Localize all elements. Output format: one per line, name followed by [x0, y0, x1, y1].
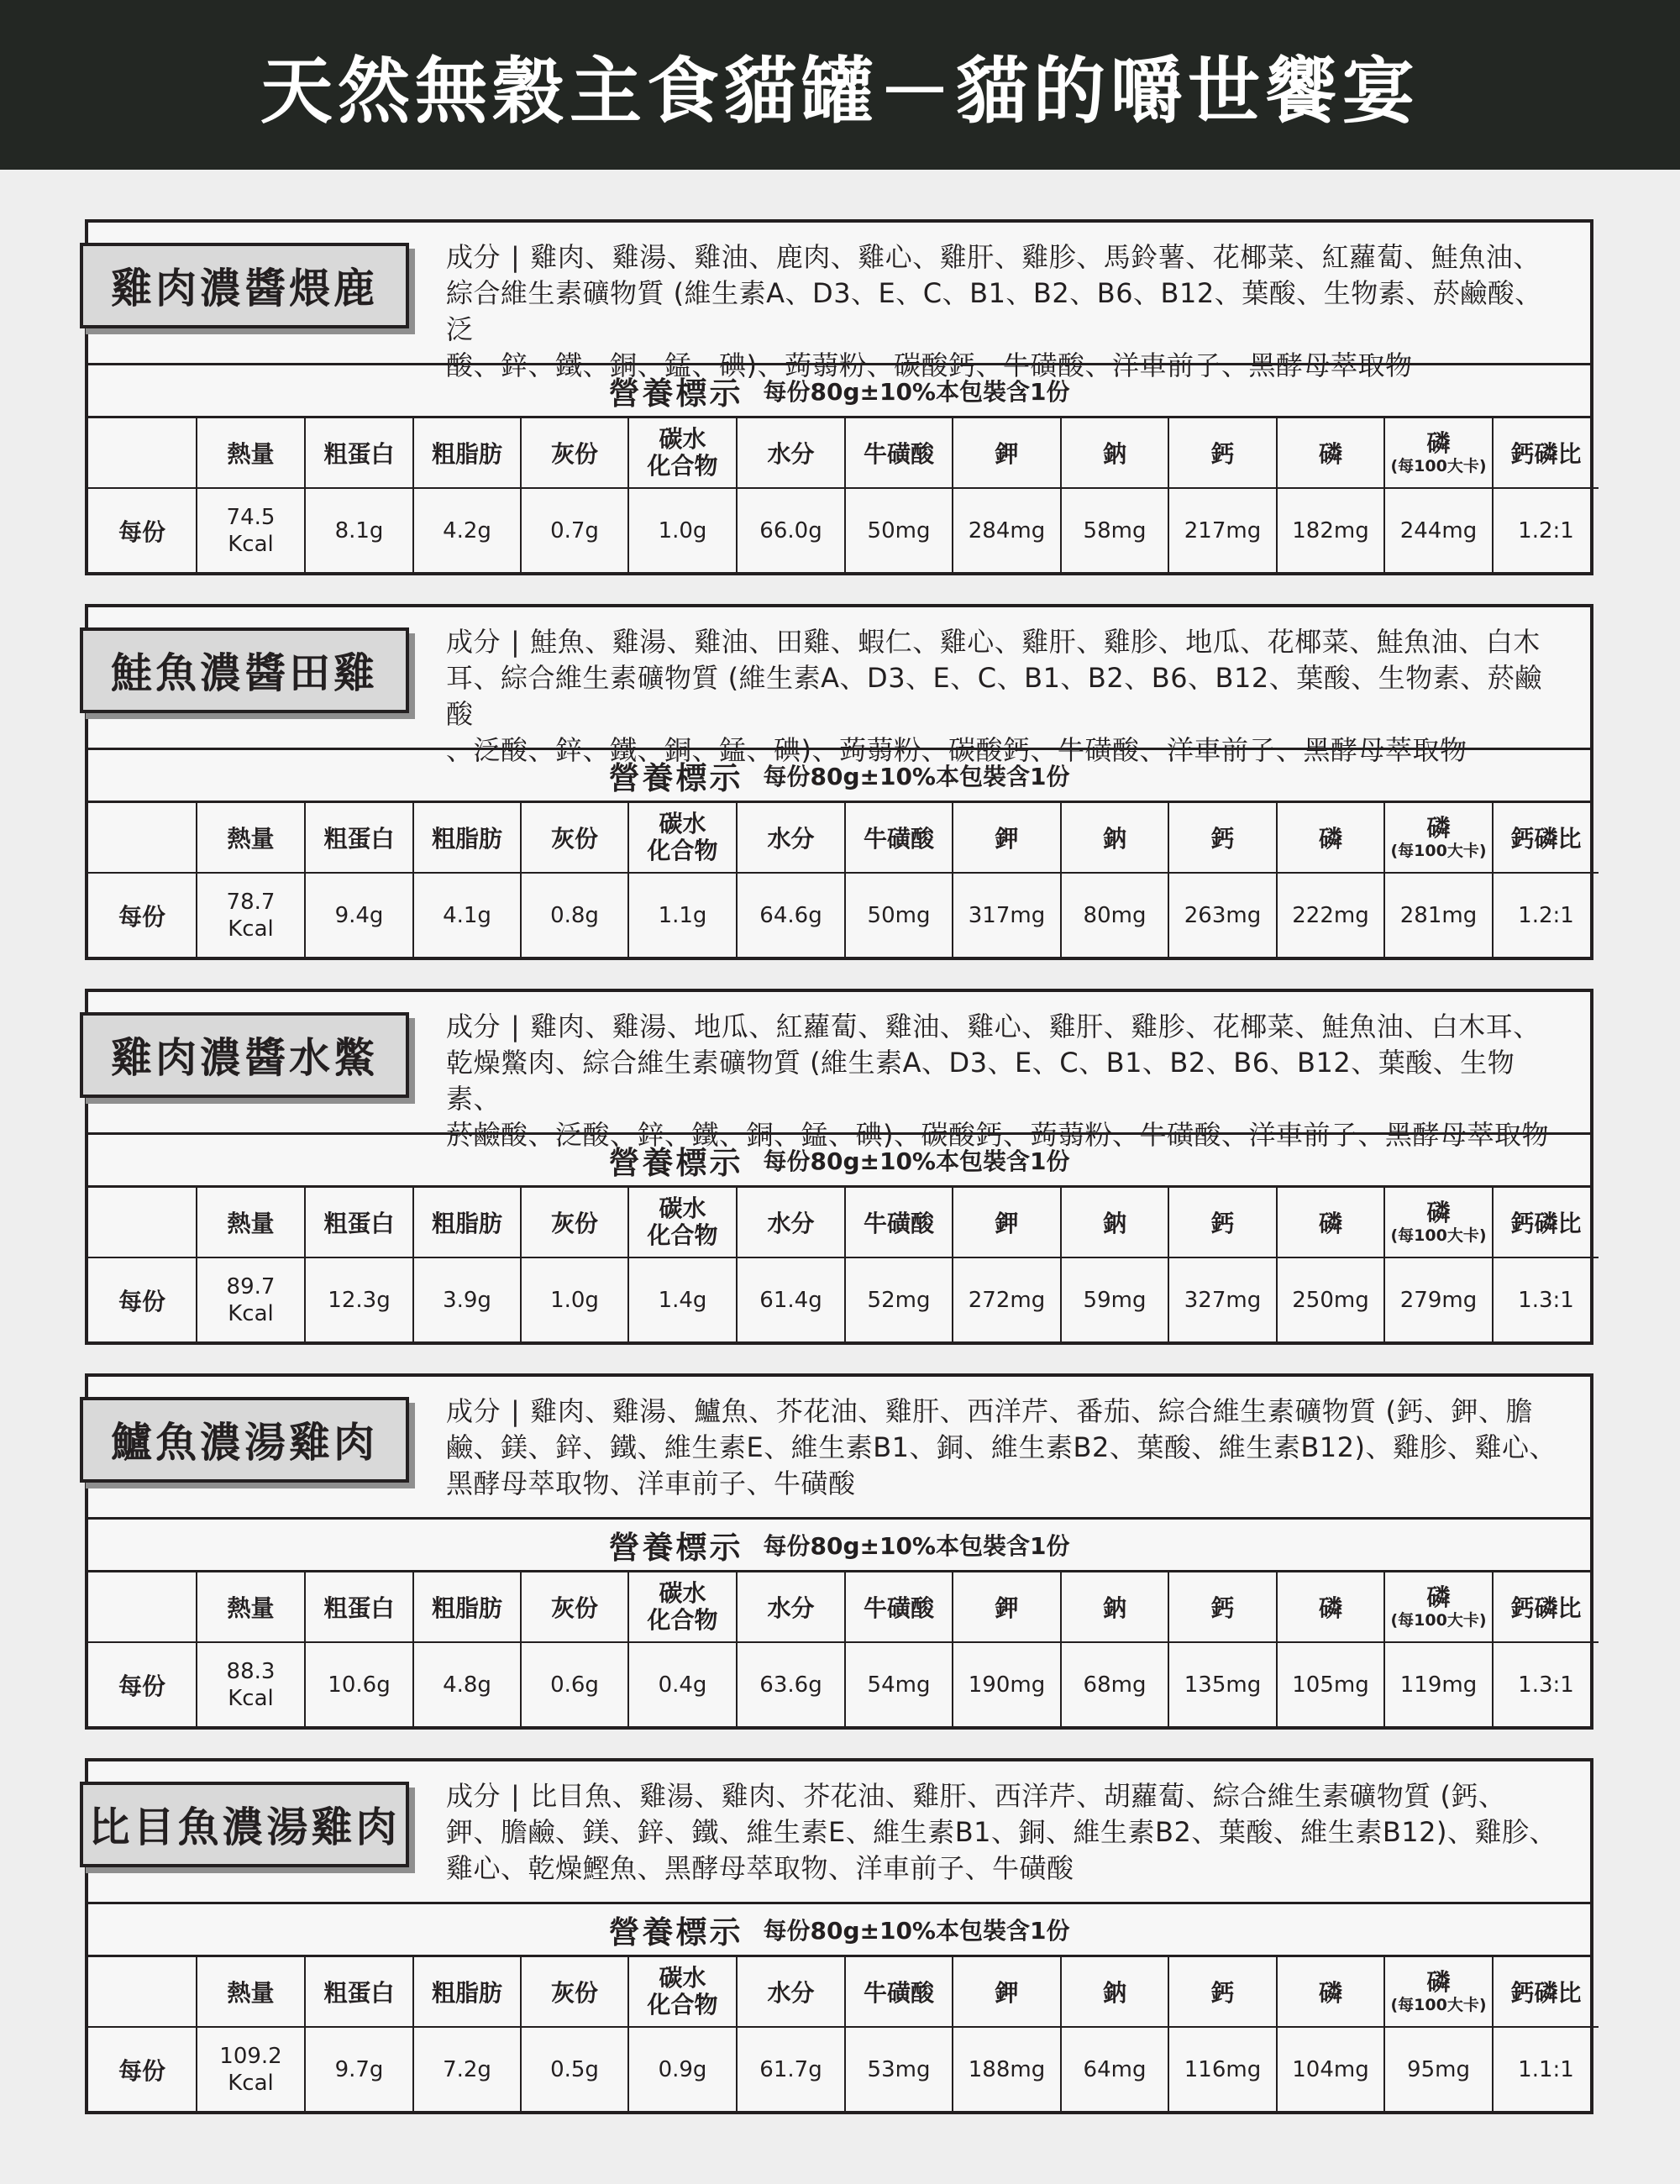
ingredients-line-3: 雞心、乾燥鰹魚、黑酵母萃取物、洋車前子、牛磺酸: [446, 1852, 1074, 1884]
value-taurine: 52mg: [845, 1257, 953, 1341]
value-protein: 9.7g: [305, 2027, 413, 2111]
table-header-row: [88, 803, 1599, 873]
header-protein: 粗蛋白: [305, 1957, 413, 2027]
title-banner: [0, 0, 1680, 170]
header-phosphorus: 磷: [1277, 1957, 1384, 2027]
ingredients-separator: |: [511, 1780, 521, 1812]
nutrition-header: [88, 1902, 1590, 1957]
header-moisture: 水分: [737, 1188, 845, 1257]
header-ash: 灰份: [521, 1188, 628, 1257]
header-phosphorus-per-100kcal: [1384, 803, 1493, 873]
value-taurine: 50mg: [845, 488, 953, 572]
value-fat: 3.9g: [413, 1257, 521, 1341]
header-calories: 熱量: [197, 418, 305, 488]
nutrition-note: 每份80g±10%本包裝含1份: [763, 1147, 1070, 1175]
ingredients-prefix: 成分: [446, 1395, 501, 1427]
header-calcium: 鈣: [1168, 803, 1277, 873]
value-moisture: 61.7g: [737, 2027, 845, 2111]
value-sodium: 80mg: [1061, 873, 1168, 957]
ingredients-line-2: 耳、綜合維生素礦物質 (維生素A、D3、E、C、B1、B2、B6、B12、葉酸、生物素、菸鹼酸: [446, 662, 1542, 730]
header-potassium: 鉀: [953, 1572, 1061, 1642]
header-carb-line-2: 化合物: [647, 1221, 718, 1249]
header-phosphorus: 磷: [1277, 803, 1384, 873]
value-phosphorus: 222mg: [1277, 873, 1384, 957]
header-ca-p-ratio: 鈣磷比: [1493, 1572, 1599, 1642]
row-label: 每份: [88, 2027, 197, 2111]
header-phosphorus-per-100kcal: [1384, 1188, 1493, 1257]
nutrition-table: [88, 1572, 1599, 1726]
header-ash: 灰份: [521, 1957, 628, 2027]
value-protein: 12.3g: [305, 1257, 413, 1341]
value-calories: [197, 873, 305, 957]
header-cell-empty: [88, 418, 197, 488]
value-moisture: 63.6g: [737, 1642, 845, 1726]
value-carbohydrate: 1.1g: [628, 873, 737, 957]
page-title: 天然無穀主食貓罐－貓的嚼世饗宴: [260, 50, 1420, 134]
value-calories-unit: Kcal: [228, 531, 274, 557]
nutrition-table: [88, 418, 1599, 572]
header-moisture: 水分: [737, 803, 845, 873]
value-protein: 8.1g: [305, 488, 413, 572]
table-header-row: [88, 418, 1599, 488]
value-sodium: 58mg: [1061, 488, 1168, 572]
header-cell-empty: [88, 803, 197, 873]
header-phos100-line-2: (每100大卡): [1390, 842, 1487, 860]
value-calcium: 263mg: [1168, 873, 1277, 957]
value-calcium: 217mg: [1168, 488, 1277, 572]
nutrition-note: 每份80g±10%本包裝含1份: [763, 1532, 1070, 1560]
row-label: 每份: [88, 1257, 197, 1341]
header-taurine: 牛磺酸: [845, 1188, 953, 1257]
header-carb-line-2: 化合物: [647, 1606, 718, 1634]
value-potassium: 190mg: [953, 1642, 1061, 1726]
value-protein: 9.4g: [305, 873, 413, 957]
header-ca-p-ratio: 鈣磷比: [1493, 1188, 1599, 1257]
header-sodium: 鈉: [1061, 803, 1168, 873]
nutrition-note: 每份80g±10%本包裝含1份: [763, 763, 1070, 790]
ingredients-line-1: [446, 1009, 1563, 1045]
header-moisture: 水分: [737, 1572, 845, 1642]
value-ash: 0.5g: [521, 2027, 628, 2111]
header-ca-p-ratio: 鈣磷比: [1493, 418, 1599, 488]
header-potassium: 鉀: [953, 1188, 1061, 1257]
value-ash: 0.6g: [521, 1642, 628, 1726]
value-taurine: 54mg: [845, 1642, 953, 1726]
header-phos100-line-1: 磷: [1426, 814, 1451, 842]
header-phosphorus: 磷: [1277, 418, 1384, 488]
nutrition-header: [88, 1517, 1590, 1572]
ingredients-line-3: 、泛酸、鋅、鐵、銅、錳、碘)、蒟蒻粉、碳酸鈣、牛磺酸、洋車前子、黑酵母萃取物: [446, 734, 1467, 766]
value-fat: 7.2g: [413, 2027, 521, 2111]
value-moisture: 61.4g: [737, 1257, 845, 1341]
value-fat: 4.1g: [413, 873, 521, 957]
header-protein: 粗蛋白: [305, 1188, 413, 1257]
nutrition-note: 每份80g±10%本包裝含1份: [763, 378, 1070, 406]
header-calories: 熱量: [197, 803, 305, 873]
ingredients-line-1: [446, 239, 1563, 276]
nutrition-title: 營養標示: [608, 760, 743, 796]
header-carb-line-1: 碳水: [659, 810, 706, 837]
value-carbohydrate: 0.4g: [628, 1642, 737, 1726]
nutrition-header: [88, 748, 1590, 803]
header-carb-line-1: 碳水: [659, 425, 706, 453]
value-calories-number: 88.3: [226, 1658, 276, 1684]
ingredients-text: [446, 1778, 1563, 1887]
ingredients-line-2: 乾燥鱉肉、綜合維生素礦物質 (維生素A、D3、E、C、B1、B2、B6、B12、葉酸、生物素、: [446, 1047, 1515, 1115]
nutrition-table: [88, 1957, 1599, 2111]
header-ash: 灰份: [521, 1572, 628, 1642]
ingredients-line-text: 雞肉、雞湯、鱸魚、芥花油、雞肝、西洋芹、番茄、綜合維生素礦物質 (鈣、鉀、膽: [530, 1395, 1533, 1427]
header-sodium: 鈉: [1061, 1957, 1168, 2027]
ingredients-text: [446, 1394, 1563, 1502]
header-protein: 粗蛋白: [305, 418, 413, 488]
value-phosphorus-per-100kcal: 95mg: [1384, 2027, 1493, 2111]
table-value-row: [88, 488, 1599, 572]
header-calcium: 鈣: [1168, 1188, 1277, 1257]
header-calcium: 鈣: [1168, 1957, 1277, 2027]
value-fat: 4.8g: [413, 1642, 521, 1726]
nutrition-table: [88, 803, 1599, 957]
header-phosphorus-per-100kcal: [1384, 1572, 1493, 1642]
nutrition-title: 營養標示: [608, 375, 743, 412]
value-calcium: 327mg: [1168, 1257, 1277, 1341]
ingredients-line-text: 雞肉、雞湯、雞油、鹿肉、雞心、雞肝、雞胗、馬鈴薯、花椰菜、紅蘿蔔、鮭魚油、: [530, 241, 1541, 273]
header-carb-line-2: 化合物: [647, 1991, 718, 2019]
ingredients-line-text: 雞肉、雞湯、地瓜、紅蘿蔔、雞油、雞心、雞肝、雞胗、花椰菜、鮭魚油、白木耳、: [530, 1011, 1541, 1042]
table-value-row: [88, 1642, 1599, 1726]
header-ca-p-ratio: 鈣磷比: [1493, 803, 1599, 873]
header-potassium: 鉀: [953, 1957, 1061, 2027]
header-carbohydrate: [628, 1957, 737, 2027]
header-potassium: 鉀: [953, 418, 1061, 488]
header-carbohydrate: [628, 1188, 737, 1257]
header-phosphorus-per-100kcal: [1384, 418, 1493, 488]
value-fat: 4.2g: [413, 488, 521, 572]
header-cell-empty: [88, 1572, 197, 1642]
ingredients-line-1: [446, 1778, 1563, 1814]
table-value-row: [88, 873, 1599, 957]
nutrition-header: [88, 363, 1590, 418]
value-calories: [197, 1642, 305, 1726]
row-label: 每份: [88, 488, 197, 572]
header-fat: 粗脂肪: [413, 1572, 521, 1642]
ingredients-prefix: 成分: [446, 626, 501, 658]
ingredients-line-3: 酸、鋅、鐵、銅、錳、碘)、蒟蒻粉、碳酸鈣、牛磺酸、洋車前子、黑酵母萃取物: [446, 349, 1413, 381]
header-taurine: 牛磺酸: [845, 803, 953, 873]
ingredients-line-3: 黑酵母萃取物、洋車前子、牛磺酸: [446, 1467, 856, 1499]
value-potassium: 317mg: [953, 873, 1061, 957]
product-name: 雞肉濃醬水鱉: [80, 1012, 409, 1098]
value-taurine: 53mg: [845, 2027, 953, 2111]
header-fat: 粗脂肪: [413, 1957, 521, 2027]
product-card: [85, 1373, 1593, 1730]
value-phosphorus-per-100kcal: 119mg: [1384, 1642, 1493, 1726]
table-header-row: [88, 1188, 1599, 1257]
ingredients-line-1: [446, 1394, 1563, 1430]
header-phos100-line-1: 磷: [1426, 1583, 1451, 1611]
product-name: 雞肉濃醬煨鹿: [80, 243, 409, 328]
product-card: [85, 604, 1593, 960]
value-calories-unit: Kcal: [228, 916, 274, 942]
value-taurine: 50mg: [845, 873, 953, 957]
value-potassium: 188mg: [953, 2027, 1061, 2111]
value-calories-unit: Kcal: [228, 1685, 274, 1711]
header-phos100-line-1: 磷: [1426, 1199, 1451, 1226]
ingredients-line-1: [446, 624, 1563, 660]
product-card: [85, 1758, 1593, 2114]
value-ca-p-ratio: 1.2:1: [1493, 488, 1599, 572]
value-carbohydrate: 1.4g: [628, 1257, 737, 1341]
value-carbohydrate: 1.0g: [628, 488, 737, 572]
header-taurine: 牛磺酸: [845, 418, 953, 488]
table-value-row: [88, 2027, 1599, 2111]
header-carbohydrate: [628, 803, 737, 873]
value-phosphorus: 250mg: [1277, 1257, 1384, 1341]
header-fat: 粗脂肪: [413, 418, 521, 488]
header-carbohydrate: [628, 1572, 737, 1642]
product-card: [85, 989, 1593, 1345]
value-potassium: 272mg: [953, 1257, 1061, 1341]
value-protein: 10.6g: [305, 1642, 413, 1726]
header-carb-line-1: 碳水: [659, 1194, 706, 1222]
value-phosphorus: 104mg: [1277, 2027, 1384, 2111]
nutrition-note: 每份80g±10%本包裝含1份: [763, 1917, 1070, 1945]
table-value-row: [88, 1257, 1599, 1341]
value-phosphorus: 182mg: [1277, 488, 1384, 572]
value-calories: [197, 1257, 305, 1341]
header-ash: 灰份: [521, 418, 628, 488]
header-ash: 灰份: [521, 803, 628, 873]
header-phos100-line-2: (每100大卡): [1390, 1226, 1487, 1245]
value-calcium: 116mg: [1168, 2027, 1277, 2111]
ingredients-line-2: 鹼、鎂、鋅、鐵、維生素E、維生素B1、銅、維生素B2、葉酸、維生素B12)、雞胗、雞心、: [446, 1431, 1557, 1463]
nutrition-title: 營養標示: [608, 1145, 743, 1181]
header-moisture: 水分: [737, 418, 845, 488]
header-calories: 熱量: [197, 1957, 305, 2027]
header-cell-empty: [88, 1188, 197, 1257]
header-sodium: 鈉: [1061, 1188, 1168, 1257]
header-phos100-line-1: 磷: [1426, 429, 1451, 457]
nutrition-title: 營養標示: [608, 1914, 743, 1950]
table-header-row: [88, 1572, 1599, 1642]
ingredients-separator: |: [511, 241, 521, 273]
value-sodium: 64mg: [1061, 2027, 1168, 2111]
header-fat: 粗脂肪: [413, 803, 521, 873]
value-phosphorus: 105mg: [1277, 1642, 1384, 1726]
ingredients-separator: |: [511, 626, 521, 658]
value-phosphorus-per-100kcal: 281mg: [1384, 873, 1493, 957]
ingredients-line-text: 鮭魚、雞湯、雞油、田雞、蝦仁、雞心、雞肝、雞胗、地瓜、花椰菜、鮭魚油、白木: [530, 626, 1541, 658]
value-ca-p-ratio: 1.2:1: [1493, 873, 1599, 957]
nutrition-table: [88, 1188, 1599, 1341]
product-name: 比目魚濃湯雞肉: [80, 1782, 409, 1867]
value-ca-p-ratio: 1.3:1: [1493, 1257, 1599, 1341]
value-calcium: 135mg: [1168, 1642, 1277, 1726]
value-carbohydrate: 0.9g: [628, 2027, 737, 2111]
value-ash: 0.8g: [521, 873, 628, 957]
nutrition-title: 營養標示: [608, 1530, 743, 1566]
value-phosphorus-per-100kcal: 279mg: [1384, 1257, 1493, 1341]
header-carbohydrate: [628, 418, 737, 488]
header-cell-empty: [88, 1957, 197, 2027]
header-protein: 粗蛋白: [305, 803, 413, 873]
header-fat: 粗脂肪: [413, 1188, 521, 1257]
row-label: 每份: [88, 1642, 197, 1726]
header-phosphorus: 磷: [1277, 1188, 1384, 1257]
header-phos100-line-1: 磷: [1426, 1968, 1451, 1996]
header-calories: 熱量: [197, 1572, 305, 1642]
ingredients-line-2: 鉀、膽鹼、鎂、鋅、鐵、維生素E、維生素B1、銅、維生素B2、葉酸、維生素B12)、雞胗、: [446, 1816, 1557, 1848]
header-sodium: 鈉: [1061, 1572, 1168, 1642]
value-ash: 0.7g: [521, 488, 628, 572]
ingredients-separator: |: [511, 1011, 521, 1042]
ingredients-line-3: 菸鹼酸、泛酸、鋅、鐵、銅、錳、碘)、碳酸鈣、蒟蒻粉、牛磺酸、洋車前子、黑酵母萃取物: [446, 1119, 1549, 1151]
ingredients-prefix: 成分: [446, 241, 501, 273]
header-phos100-line-2: (每100大卡): [1390, 457, 1487, 475]
value-potassium: 284mg: [953, 488, 1061, 572]
product-name: 鮭魚濃醬田雞: [80, 627, 409, 713]
header-phosphorus-per-100kcal: [1384, 1957, 1493, 2027]
ingredients-prefix: 成分: [446, 1011, 501, 1042]
header-calcium: 鈣: [1168, 418, 1277, 488]
ingredients-separator: |: [511, 1395, 521, 1427]
header-phos100-line-2: (每100大卡): [1390, 1996, 1487, 2014]
value-calories: [197, 488, 305, 572]
header-protein: 粗蛋白: [305, 1572, 413, 1642]
value-calories: [197, 2027, 305, 2111]
header-sodium: 鈉: [1061, 418, 1168, 488]
value-sodium: 68mg: [1061, 1642, 1168, 1726]
header-moisture: 水分: [737, 1957, 845, 2027]
header-calories: 熱量: [197, 1188, 305, 1257]
value-moisture: 66.0g: [737, 488, 845, 572]
value-calories-number: 89.7: [226, 1273, 276, 1299]
value-phosphorus-per-100kcal: 244mg: [1384, 488, 1493, 572]
header-phos100-line-2: (每100大卡): [1390, 1611, 1487, 1630]
header-taurine: 牛磺酸: [845, 1957, 953, 2027]
product-name: 鱸魚濃湯雞肉: [80, 1397, 409, 1483]
ingredients-prefix: 成分: [446, 1780, 501, 1812]
ingredients-line-text: 比目魚、雞湯、雞肉、芥花油、雞肝、西洋芹、胡蘿蔔、綜合維生素礦物質 (鈣、: [530, 1780, 1506, 1812]
header-potassium: 鉀: [953, 803, 1061, 873]
header-carb-line-2: 化合物: [647, 452, 718, 480]
header-carb-line-1: 碳水: [659, 1579, 706, 1607]
header-calcium: 鈣: [1168, 1572, 1277, 1642]
value-calories-unit: Kcal: [228, 1300, 274, 1326]
value-calories-number: 109.2: [219, 2043, 282, 2069]
value-ca-p-ratio: 1.3:1: [1493, 1642, 1599, 1726]
header-phosphorus: 磷: [1277, 1572, 1384, 1642]
header-carb-line-2: 化合物: [647, 837, 718, 864]
value-calories-number: 74.5: [226, 504, 276, 530]
product-card: [85, 219, 1593, 575]
value-calories-unit: Kcal: [228, 2070, 274, 2096]
value-ash: 1.0g: [521, 1257, 628, 1341]
header-ca-p-ratio: 鈣磷比: [1493, 1957, 1599, 2027]
header-taurine: 牛磺酸: [845, 1572, 953, 1642]
header-carb-line-1: 碳水: [659, 1964, 706, 1992]
value-ca-p-ratio: 1.1:1: [1493, 2027, 1599, 2111]
row-label: 每份: [88, 873, 197, 957]
value-moisture: 64.6g: [737, 873, 845, 957]
nutrition-header: [88, 1132, 1590, 1188]
table-header-row: [88, 1957, 1599, 2027]
value-sodium: 59mg: [1061, 1257, 1168, 1341]
value-calories-number: 78.7: [226, 889, 276, 915]
ingredients-line-2: 綜合維生素礦物質 (維生素A、D3、E、C、B1、B2、B6、B12、葉酸、生物素、菸鹼酸、泛: [446, 277, 1542, 345]
